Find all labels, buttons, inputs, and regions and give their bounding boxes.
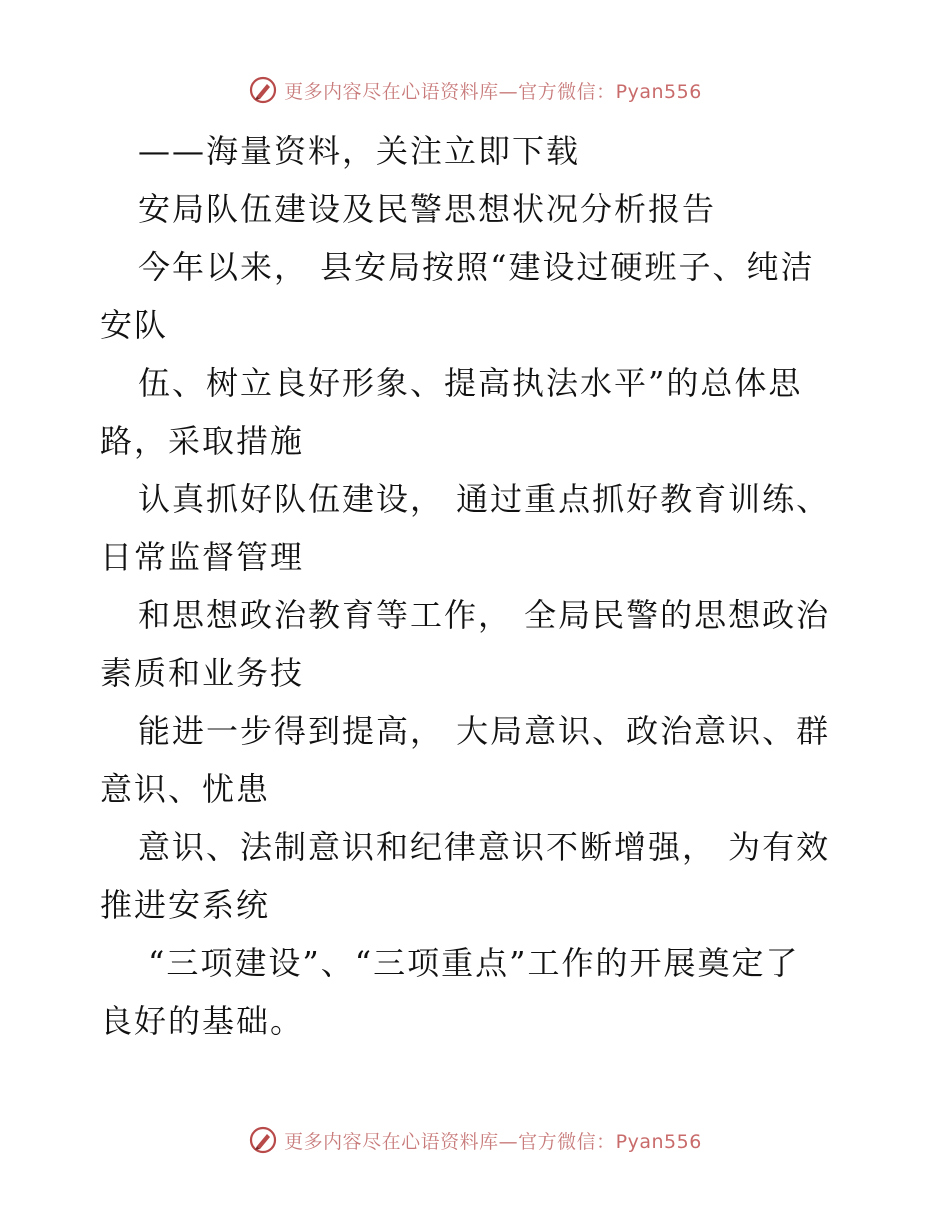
doc-line: 安队 xyxy=(100,306,169,344)
doc-line-title: 安局队伍建设及民警思想状况分析报告 xyxy=(138,190,717,228)
doc-line: 今年以来， 县安局按照“建设过硬班子、纯洁 xyxy=(138,248,815,286)
watermark-text: 更多内容尽在心语资料库—官方微信：Pyan556 xyxy=(284,1130,702,1153)
doc-line: 良好的基础。 xyxy=(100,1002,305,1040)
doc-line: 推进安系统 xyxy=(100,886,271,924)
doc-line: 意识、法制意识和纪律意识不断增强， 为有效 xyxy=(138,828,831,866)
watermark-handle: Pyan556 xyxy=(615,80,702,103)
doc-line: 和思想政治教育等工作， 全局民警的思想政治 xyxy=(138,596,831,634)
doc-line: 伍、树立良好形象、提高执法水平”的总体思 xyxy=(138,364,803,402)
watermark-group xyxy=(248,1125,702,1155)
doc-line: 意识、忧患 xyxy=(100,770,271,808)
doc-line: 认真抓好队伍建设， 通过重点抓好教育训练、 xyxy=(138,480,831,518)
pen-logo-icon xyxy=(248,1125,278,1155)
watermark-handle: Pyan556 xyxy=(615,1130,702,1153)
footer-watermark xyxy=(0,1120,950,1160)
doc-line: 日常监督管理 xyxy=(100,538,305,576)
doc-line: 能进一步得到提高， 大局意识、政治意识、群 xyxy=(138,712,831,750)
doc-line: 路，采取措施 xyxy=(100,422,305,460)
watermark-text: 更多内容尽在心语资料库—官方微信：Pyan556 xyxy=(284,80,702,103)
pen-logo-icon xyxy=(248,75,278,105)
watermark-group xyxy=(248,75,702,105)
doc-line: “三项建设”、“三项重点”工作的开展奠定了 xyxy=(148,944,800,982)
doc-line-intro: ——海量资料，关注立即下载 xyxy=(138,132,581,170)
document-body xyxy=(100,122,860,1050)
doc-line: 素质和业务技 xyxy=(100,654,305,692)
header-watermark xyxy=(0,70,950,110)
